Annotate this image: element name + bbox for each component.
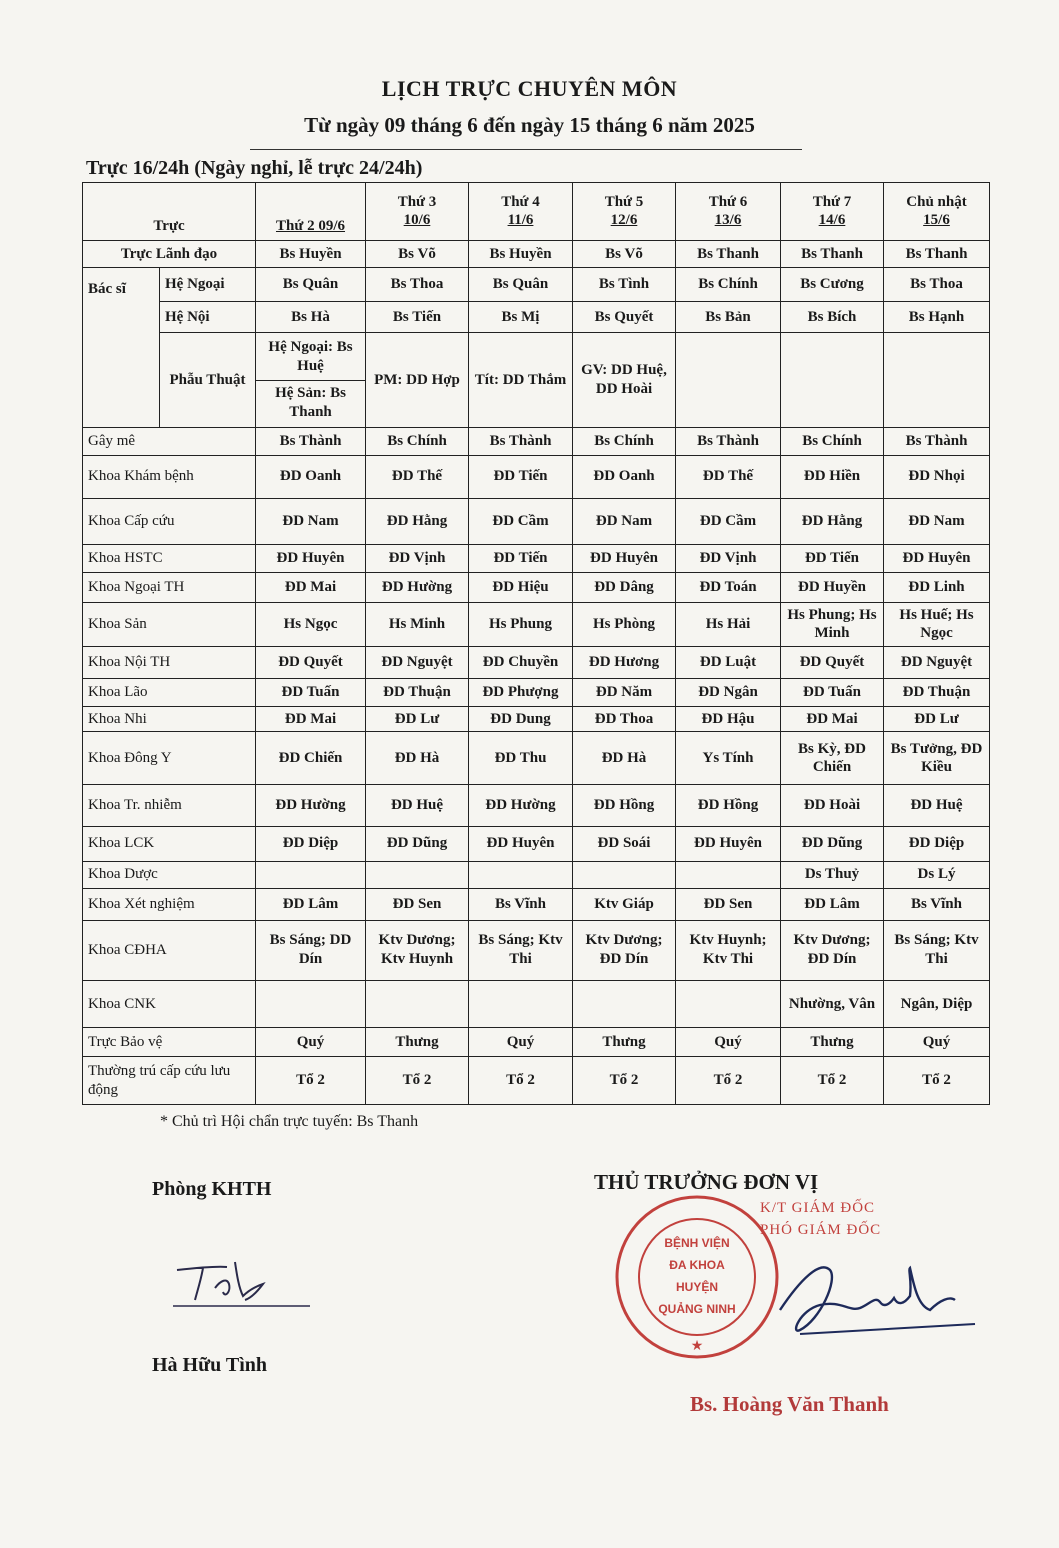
- table-cell: Bs Vĩnh: [884, 888, 990, 920]
- dept-row: [83, 980, 990, 1028]
- table-cell: [366, 980, 469, 1028]
- table-cell: ĐD Huyên: [256, 545, 366, 573]
- dept-row: [83, 1028, 990, 1057]
- footnote: * Chủ trì Hội chẩn trực tuyến: Bs Thanh: [160, 1113, 419, 1130]
- table-cell: Tổ 2: [884, 1057, 990, 1105]
- table-cell: Hs Huế; Hs Ngọc: [884, 603, 990, 646]
- day-date: 15/6: [923, 212, 950, 229]
- table-cell: Bs Sáng; Ktv Thi: [884, 920, 990, 980]
- table-cell: ĐD Thế: [366, 456, 469, 498]
- table-cell: ĐD Tiến: [469, 545, 573, 573]
- table-cell: ĐD Nguyệt: [366, 646, 469, 678]
- row-label: Khoa Tr. nhiễm: [83, 785, 256, 826]
- table-cell: Bs Chính: [781, 428, 884, 456]
- row-label: Khoa Khám bệnh: [83, 456, 256, 498]
- table-cell: ĐD Hường: [469, 785, 573, 826]
- row-label: Khoa CĐHA: [83, 920, 256, 980]
- table-cell: Bs Hạnh: [884, 301, 990, 332]
- table-cell: Bs Võ: [366, 240, 469, 267]
- table-cell: ĐD Tiến: [469, 456, 573, 498]
- table-cell: ĐD Hường: [366, 573, 469, 603]
- table-cell: Ds Lý: [884, 861, 990, 888]
- he-noi-row: [83, 301, 990, 332]
- table-cell: Hs Minh: [366, 603, 469, 646]
- dept-row: [83, 603, 990, 646]
- table-cell: Bs Quân: [469, 267, 573, 301]
- table-cell: Hs Phòng: [573, 603, 676, 646]
- day-date: 12/6: [610, 212, 638, 229]
- table-cell: Bs Kỳ, ĐD Chiến: [781, 732, 884, 785]
- day-date: 13/6: [714, 212, 742, 229]
- dept-row: [83, 732, 990, 785]
- table-cell: ĐD Lâm: [256, 888, 366, 920]
- document-title: LỊCH TRỰC CHUYÊN MÔN: [381, 76, 678, 101]
- table-cell: ĐD Nguyệt: [884, 646, 990, 678]
- table-cell: ĐD Hương: [573, 646, 676, 678]
- row-label: Khoa Sản: [83, 603, 256, 646]
- row-label: Trực Bảo vệ: [83, 1028, 256, 1057]
- seal-line-2: ĐA KHOA: [669, 1258, 725, 1272]
- row-label: Hệ Nội: [160, 301, 256, 332]
- row-label: Trực Lãnh đạo: [83, 240, 256, 267]
- row-label: Phẫu Thuật: [160, 333, 256, 428]
- row-label: Khoa Ngoại TH: [83, 573, 256, 603]
- table-cell: [573, 861, 676, 888]
- row-label: Khoa Nhi: [83, 706, 256, 732]
- day-date: 11/6: [507, 212, 534, 229]
- table-cell: ĐD Chiến: [256, 732, 366, 785]
- phau-thuat-row: [83, 333, 990, 428]
- schedule-table: [82, 182, 990, 1105]
- day-header-7: [884, 183, 990, 241]
- table-cell: [781, 333, 884, 428]
- document-subtitle: Từ ngày 09 tháng 6 đến ngày 15 tháng 6 năm 2025: [304, 113, 755, 137]
- table-cell: Bs Chính: [366, 428, 469, 456]
- row-label: Khoa Nội TH: [83, 646, 256, 678]
- table-cell: [884, 333, 990, 428]
- table-cell: [573, 980, 676, 1028]
- table-cell: Thưng: [573, 1028, 676, 1057]
- table-cell: ĐD Dâng: [573, 573, 676, 603]
- table-cell: Ktv Dương; ĐD Dín: [781, 920, 884, 980]
- day-header-3: [469, 183, 573, 241]
- table-cell: Thưng: [366, 1028, 469, 1057]
- table-cell: ĐD Sen: [676, 888, 781, 920]
- table-cell: Hs Ngọc: [256, 603, 366, 646]
- table-cell: ĐD Mai: [256, 573, 366, 603]
- dept-row: [83, 785, 990, 826]
- day-name: Thứ 6: [708, 193, 748, 210]
- row-label: Khoa Dược: [83, 861, 256, 888]
- table-cell: ĐD Thuận: [366, 678, 469, 706]
- table-cell: Bs Vĩnh: [469, 888, 573, 920]
- table-cell: Bs Thành: [884, 428, 990, 456]
- dept-row: [83, 498, 990, 545]
- row-label: Khoa LCK: [83, 826, 256, 861]
- table-cell: Tổ 2: [781, 1057, 884, 1105]
- kt-line-1: K/T GIÁM ĐỐC: [760, 1200, 876, 1216]
- table-cell: ĐD Mai: [781, 706, 884, 732]
- table-cell: [676, 980, 781, 1028]
- right-sign-title: THỦ TRƯỞNG ĐƠN VỊ: [594, 1170, 819, 1194]
- table-cell: PM: DD Hợp: [366, 333, 469, 428]
- table-cell: Ktv Giáp: [573, 888, 676, 920]
- table-cell: [469, 861, 573, 888]
- table-cell: ĐD Huệ: [366, 785, 469, 826]
- table-cell: ĐD Diệp: [884, 826, 990, 861]
- table-cell: ĐD Năm: [573, 678, 676, 706]
- table-cell: ĐD Hà: [366, 732, 469, 785]
- svg-text:★: ★: [690, 1339, 704, 1354]
- table-cell: ĐD Vịnh: [676, 545, 781, 573]
- table-cell: ĐD Hậu: [676, 706, 781, 732]
- table-cell: Bs Thanh: [884, 240, 990, 267]
- row-label: Hệ Ngoại: [160, 267, 256, 301]
- table-cell: Bs Mị: [469, 301, 573, 332]
- table-cell: Bs Chính: [676, 267, 781, 301]
- leadership-row: [83, 240, 990, 267]
- table-cell: Ktv Huynh; Ktv Thi: [676, 920, 781, 980]
- subtitle-underline: [250, 149, 802, 150]
- row-label: Khoa Cấp cứu: [83, 498, 256, 545]
- table-cell: ĐD Toán: [676, 573, 781, 603]
- signature-right: [760, 1240, 980, 1350]
- day-name: Thứ 2 09/6: [275, 218, 346, 235]
- table-cell: Bs Quân: [256, 267, 366, 301]
- dept-row: [83, 678, 990, 706]
- table-cell: ĐD Lư: [884, 706, 990, 732]
- table-cell: ĐD Oanh: [256, 456, 366, 498]
- day-date: 14/6: [818, 212, 846, 229]
- table-cell: Bs Quyết: [573, 301, 676, 332]
- table-cell: Bs Võ: [573, 240, 676, 267]
- table-cell: ĐD Hiền: [781, 456, 884, 498]
- table-cell: Bs Bích: [781, 301, 884, 332]
- he-ngoai-row: [83, 267, 990, 301]
- table-cell: Ktv Dương; Ktv Huynh: [366, 920, 469, 980]
- table-cell: Bs Thoa: [884, 267, 990, 301]
- table-cell: ĐD Vịnh: [366, 545, 469, 573]
- table-cell: ĐD Huyên: [676, 826, 781, 861]
- table-cell: ĐD Diệp: [256, 826, 366, 861]
- table-cell: ĐD Ngân: [676, 678, 781, 706]
- table-cell: ĐD Thế: [676, 456, 781, 498]
- table-cell: Tổ 2: [256, 1057, 366, 1105]
- table-cell: ĐD Dung: [469, 706, 573, 732]
- table-cell: Bs Tiến: [366, 301, 469, 332]
- table-cell: ĐD Huyền: [781, 573, 884, 603]
- row-label: Khoa Lão: [83, 678, 256, 706]
- table-cell: ĐD Hồng: [573, 785, 676, 826]
- table-cell: Tổ 2: [676, 1057, 781, 1105]
- table-cell: Tổ 2: [366, 1057, 469, 1105]
- table-cell: ĐD Thuận: [884, 678, 990, 706]
- signature-left: [165, 1240, 315, 1320]
- table-cell: Bs Huyền: [256, 240, 366, 267]
- table-cell: Bs Thoa: [366, 267, 469, 301]
- table-cell: Bs Hà: [256, 301, 366, 332]
- table-cell: [366, 861, 469, 888]
- table-cell: Ds Thuỷ: [781, 861, 884, 888]
- dept-row: [83, 861, 990, 888]
- header-row: [83, 183, 990, 241]
- table-cell: ĐD Oanh: [573, 456, 676, 498]
- table-cell: ĐD Cầm: [676, 498, 781, 545]
- table-cell: Ngân, Diệp: [884, 980, 990, 1028]
- table-cell: Tổ 2: [469, 1057, 573, 1105]
- table-cell: ĐD Thoa: [573, 706, 676, 732]
- dept-row: [83, 888, 990, 920]
- table-cell: Bs Tình: [573, 267, 676, 301]
- official-seal: [612, 1192, 782, 1362]
- dept-row: [83, 1057, 990, 1105]
- table-cell: Bs Sáng; DD Dín: [256, 920, 366, 980]
- table-cell: ĐD Dũng: [781, 826, 884, 861]
- table-cell: ĐD Hoài: [781, 785, 884, 826]
- table-cell: ĐD Cầm: [469, 498, 573, 545]
- row-label: Gây mê: [83, 428, 256, 456]
- table-cell: Bs Thanh: [676, 240, 781, 267]
- table-cell: ĐD Quyết: [781, 646, 884, 678]
- row-label: Khoa Đông Y: [83, 732, 256, 785]
- row-label: Khoa HSTC: [83, 545, 256, 573]
- table-cell: Bs Bản: [676, 301, 781, 332]
- table-cell: [256, 980, 366, 1028]
- table-cell: ĐD Hồng: [676, 785, 781, 826]
- phau-thuat-entry: Hệ Sản: Bs Thanh: [275, 385, 346, 421]
- header-label: Trực: [153, 218, 185, 235]
- table-cell: Thưng: [781, 1028, 884, 1057]
- table-cell: Bs Huyền: [469, 240, 573, 267]
- table-cell: Ys Tính: [676, 732, 781, 785]
- table-cell: GV: DD Huệ, DD Hoài: [573, 333, 676, 428]
- dept-row: [83, 545, 990, 573]
- kt-line-2: PHÓ GIÁM ĐỐC: [760, 1222, 882, 1238]
- table-cell: Bs Thành: [469, 428, 573, 456]
- table-cell: [469, 980, 573, 1028]
- table-cell: ĐD Quyết: [256, 646, 366, 678]
- table-cell: ĐD Hằng: [366, 498, 469, 545]
- table-cell: ĐD Hiệu: [469, 573, 573, 603]
- dept-row: [83, 573, 990, 603]
- table-cell: ĐD Sen: [366, 888, 469, 920]
- table-cell: ĐD Dũng: [366, 826, 469, 861]
- row-label: Khoa CNK: [83, 980, 256, 1028]
- table-cell: ĐD Tuấn: [781, 678, 884, 706]
- table-cell: Quý: [676, 1028, 781, 1057]
- table-cell: Hs Hải: [676, 603, 781, 646]
- table-cell: Hs Phung; Hs Minh: [781, 603, 884, 646]
- table-cell: ĐD Hà: [573, 732, 676, 785]
- table-cell: ĐD Lư: [366, 706, 469, 732]
- table-cell: Nhường, Vân: [781, 980, 884, 1028]
- table-cell: ĐD Mai: [256, 706, 366, 732]
- table-cell: ĐD Phượng: [469, 678, 573, 706]
- table-cell: ĐD Nam: [573, 498, 676, 545]
- dept-row: [83, 826, 990, 861]
- day-name: Chủ nhật: [906, 193, 967, 210]
- table-cell: Bs Chính: [573, 428, 676, 456]
- table-cell: Bs Cương: [781, 267, 884, 301]
- day-name: Thứ 5: [604, 193, 644, 210]
- table-cell: ĐD Chuyền: [469, 646, 573, 678]
- table-cell: Bs Thành: [256, 428, 366, 456]
- table-cell: ĐD Linh: [884, 573, 990, 603]
- seal-line-4: QUẢNG NINH: [658, 1302, 736, 1316]
- table-cell: ĐD Huyên: [469, 826, 573, 861]
- duty-note: Trực 16/24h (Ngày nghỉ, lễ trực 24/24h): [86, 157, 423, 179]
- table-cell: [676, 333, 781, 428]
- dept-row: [83, 920, 990, 980]
- row-label: Khoa Xét nghiệm: [83, 888, 256, 920]
- header-label-cell: [83, 183, 256, 241]
- table-cell: Quý: [256, 1028, 366, 1057]
- phau-thuat-monday: [256, 333, 366, 428]
- left-sign-name: Hà Hữu Tình: [152, 1354, 268, 1376]
- table-cell: Hs Phung: [469, 603, 573, 646]
- table-cell: ĐD Lâm: [781, 888, 884, 920]
- table-cell: ĐD Huệ: [884, 785, 990, 826]
- day-header-1: [256, 183, 366, 241]
- table-cell: Ktv Dương; ĐD Dín: [573, 920, 676, 980]
- table-cell: ĐD Hằng: [781, 498, 884, 545]
- table-cell: ĐD Huyên: [573, 545, 676, 573]
- table-cell: [256, 861, 366, 888]
- day-header-4: [573, 183, 676, 241]
- table-cell: ĐD Hường: [256, 785, 366, 826]
- table-cell: Bs Thanh: [781, 240, 884, 267]
- table-cell: ĐD Luật: [676, 646, 781, 678]
- right-sign-name: Bs. Hoàng Văn Thanh: [690, 1392, 889, 1416]
- left-sign-dept: Phòng KHTH: [152, 1178, 272, 1200]
- day-name: Thứ 3: [397, 193, 437, 210]
- table-cell: Bs Sáng; Ktv Thi: [469, 920, 573, 980]
- table-cell: Tổ 2: [573, 1057, 676, 1105]
- table-cell: ĐD Nam: [256, 498, 366, 545]
- table-cell: [676, 861, 781, 888]
- dept-row: [83, 706, 990, 732]
- day-date: 10/6: [403, 212, 431, 229]
- table-cell: Bs Tưởng, ĐD Kiều: [884, 732, 990, 785]
- day-name: Thứ 4: [501, 193, 540, 210]
- phau-thuat-entry: Hệ Ngoại: Bs Huệ: [256, 335, 365, 381]
- seal-line-1: BỆNH VIỆN: [664, 1236, 730, 1250]
- seal-line-3: HUYỆN: [675, 1280, 718, 1294]
- dept-row: [83, 646, 990, 678]
- day-header-2: [366, 183, 469, 241]
- table-cell: Bs Thành: [676, 428, 781, 456]
- table-cell: ĐD Tiến: [781, 545, 884, 573]
- table-cell: Quý: [469, 1028, 573, 1057]
- table-cell: ĐD Soái: [573, 826, 676, 861]
- row-label: Thường trú cấp cứu lưu động: [83, 1057, 256, 1105]
- table-cell: Tít: DD Thắm: [469, 333, 573, 428]
- table-cell: ĐD Thu: [469, 732, 573, 785]
- day-header-5: [676, 183, 781, 241]
- bac-si-label: Bác sĩ: [83, 267, 160, 427]
- table-cell: ĐD Huyên: [884, 545, 990, 573]
- day-header-6: [781, 183, 884, 241]
- table-cell: ĐD Nhọi: [884, 456, 990, 498]
- day-name: Thứ 7: [812, 193, 852, 210]
- table-cell: ĐD Tuấn: [256, 678, 366, 706]
- dept-row: [83, 456, 990, 498]
- table-cell: ĐD Nam: [884, 498, 990, 545]
- dept-row: [83, 428, 990, 456]
- table-cell: Quý: [884, 1028, 990, 1057]
